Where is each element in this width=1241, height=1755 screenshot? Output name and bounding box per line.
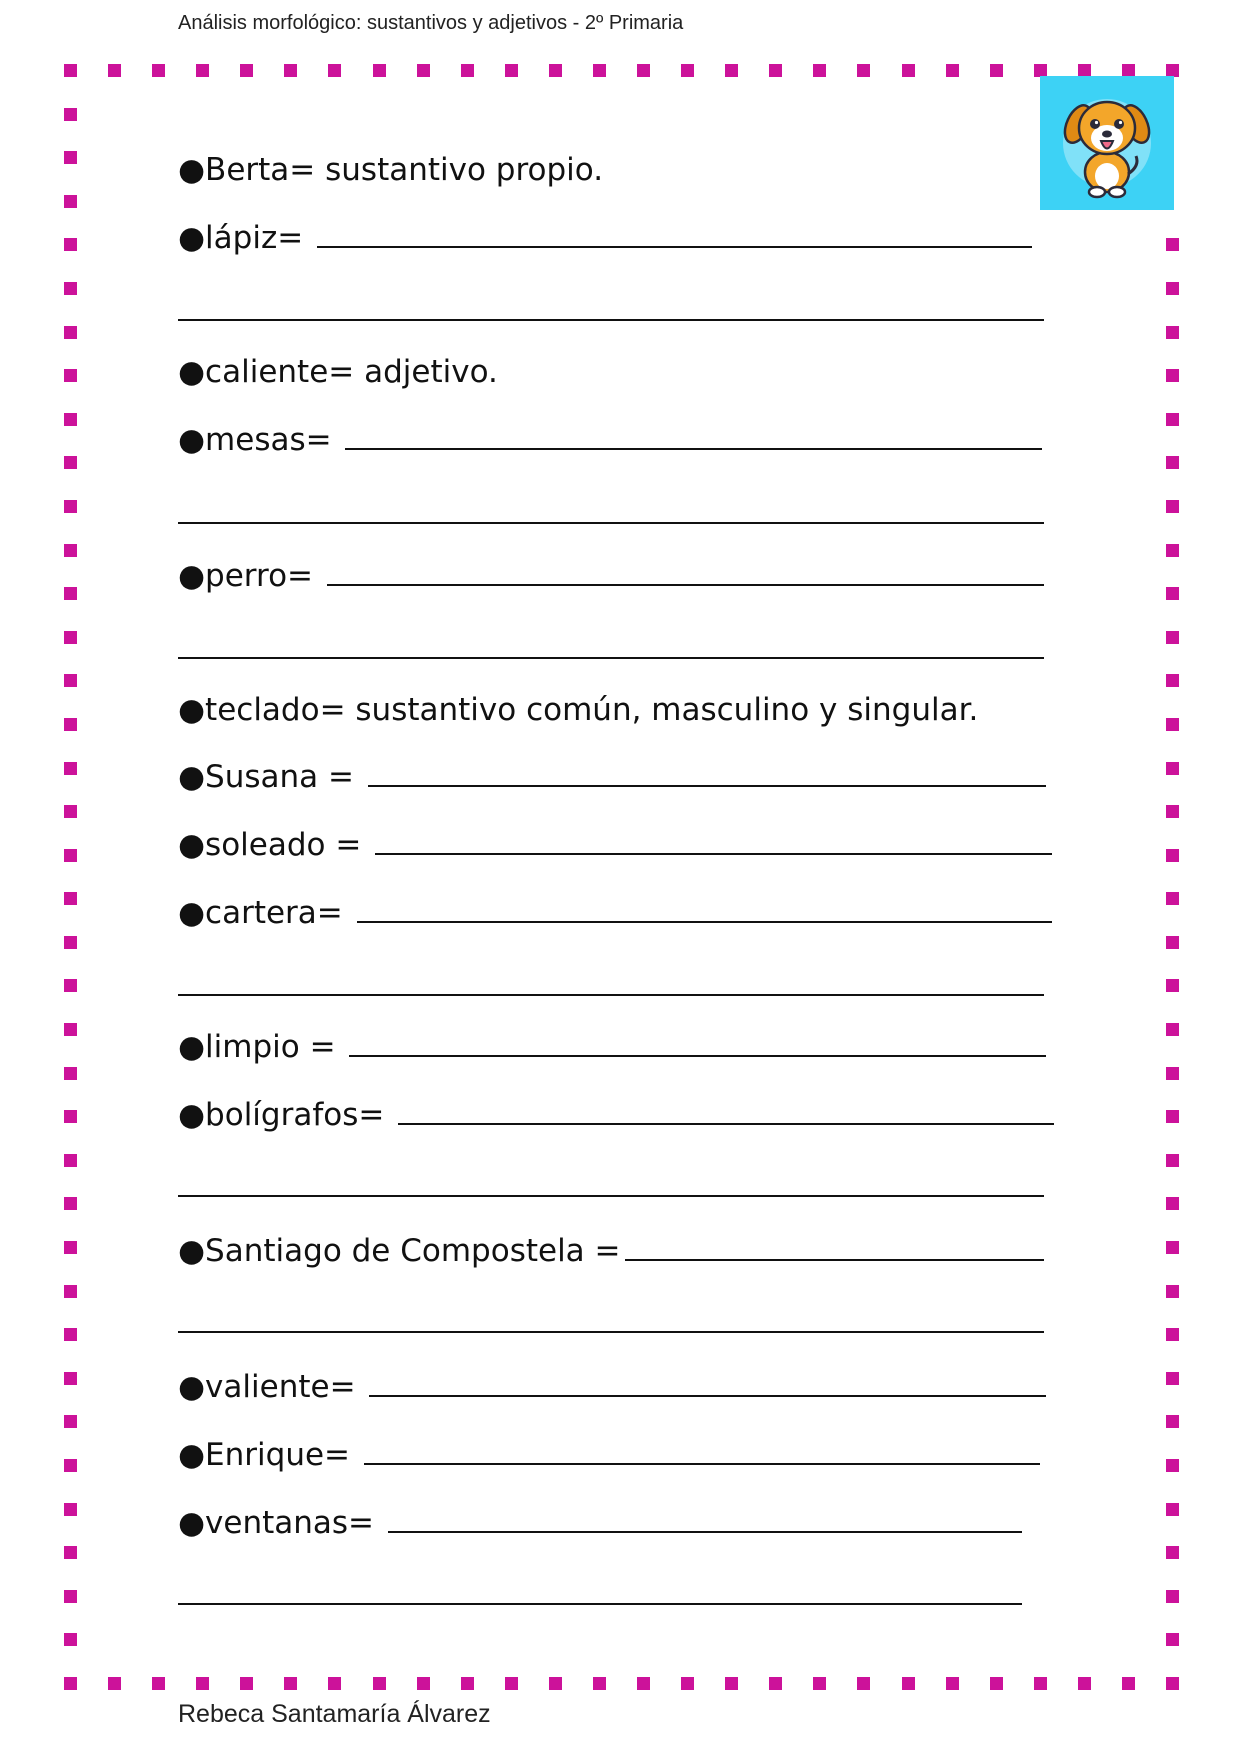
worksheet-item — [178, 150, 603, 190]
border-dot — [64, 151, 77, 164]
border-dot — [549, 1677, 562, 1690]
worksheet-item — [178, 1367, 1046, 1407]
border-dot — [64, 1503, 77, 1516]
border-dot — [64, 849, 77, 862]
border-dot — [64, 500, 77, 513]
worksheet-item — [178, 1027, 1046, 1067]
border-dot — [64, 631, 77, 644]
item-label: ●perro= — [178, 558, 323, 594]
answer-line[interactable] — [317, 246, 1032, 248]
border-dot — [64, 718, 77, 731]
border-dot — [64, 1023, 77, 1036]
border-dot — [64, 195, 77, 208]
answer-line[interactable] — [178, 1331, 1044, 1333]
border-dot — [284, 1677, 297, 1690]
border-dot — [593, 64, 606, 77]
border-dot — [64, 544, 77, 557]
border-dot — [1166, 805, 1179, 818]
border-dot — [1166, 762, 1179, 775]
answer-line[interactable] — [178, 994, 1044, 996]
worksheet-item — [178, 1231, 1044, 1271]
border-dot — [461, 1677, 474, 1690]
border-dot — [64, 1110, 77, 1123]
answer-line[interactable] — [357, 921, 1052, 923]
answer-line[interactable] — [364, 1463, 1040, 1465]
border-dot — [769, 1677, 782, 1690]
border-dot — [1166, 1546, 1179, 1559]
border-dot — [328, 64, 341, 77]
border-dot — [1166, 326, 1179, 339]
border-dot — [1166, 1154, 1179, 1167]
border-dot — [1166, 1023, 1179, 1036]
worksheet-item — [178, 757, 1046, 797]
border-dot — [769, 64, 782, 77]
item-label: ●ventanas= — [178, 1505, 384, 1541]
border-dot — [1166, 1110, 1179, 1123]
border-dot — [902, 64, 915, 77]
dog-illustration — [1040, 76, 1174, 210]
border-dot — [1166, 1372, 1179, 1385]
border-dot — [1166, 1285, 1179, 1298]
item-label: ●soleado = — [178, 827, 372, 863]
border-dot — [64, 1372, 77, 1385]
border-dot — [813, 1677, 826, 1690]
item-label: ●cartera= — [178, 895, 353, 931]
border-dot — [505, 64, 518, 77]
border-dot — [461, 64, 474, 77]
worksheet-item — [178, 1435, 1040, 1475]
border-dot — [1166, 1067, 1179, 1080]
border-dot — [64, 1590, 77, 1603]
item-label: ●limpio = — [178, 1029, 346, 1065]
item-label: ●teclado= sustantivo común, masculino y singular. — [178, 692, 979, 728]
border-dot — [1166, 282, 1179, 295]
border-dot — [1166, 631, 1179, 644]
border-dot — [152, 64, 165, 77]
border-dot — [373, 64, 386, 77]
worksheet-item — [178, 825, 1052, 865]
border-dot — [64, 1285, 77, 1298]
border-dot — [1166, 456, 1179, 469]
answer-line[interactable] — [625, 1259, 1044, 1261]
border-dot — [64, 282, 77, 295]
border-dot — [64, 1067, 77, 1080]
border-dot — [946, 1677, 959, 1690]
border-dot — [505, 1677, 518, 1690]
border-dot — [1166, 1328, 1179, 1341]
border-dot — [417, 64, 430, 77]
dog-icon — [1040, 76, 1174, 210]
border-dot — [64, 1154, 77, 1167]
border-dot — [64, 369, 77, 382]
border-dot — [108, 1677, 121, 1690]
border-dot — [1166, 1590, 1179, 1603]
worksheet-item — [178, 352, 498, 392]
border-dot — [1166, 1241, 1179, 1254]
border-dot — [637, 64, 650, 77]
page-header: Análisis morfológico: sustantivos y adjetivos - 2º Primaria — [178, 12, 684, 34]
border-dot — [681, 64, 694, 77]
border-dot — [1122, 1677, 1135, 1690]
border-dot — [1166, 1415, 1179, 1428]
border-dot — [64, 892, 77, 905]
item-label: ●caliente= adjetivo. — [178, 354, 498, 390]
worksheet-item — [178, 1095, 1054, 1135]
item-label: ●Santiago de Compostela = — [178, 1233, 621, 1269]
answer-line[interactable] — [178, 1195, 1044, 1197]
border-dot — [857, 64, 870, 77]
border-dot — [64, 805, 77, 818]
answer-line[interactable] — [327, 584, 1044, 586]
border-dot — [1166, 500, 1179, 513]
border-dot — [152, 1677, 165, 1690]
border-dot — [1166, 849, 1179, 862]
border-dot — [637, 1677, 650, 1690]
border-dot — [196, 1677, 209, 1690]
border-dot — [64, 64, 77, 77]
border-dot — [990, 64, 1003, 77]
answer-line[interactable] — [178, 319, 1044, 321]
border-dot — [813, 64, 826, 77]
border-dot — [1166, 369, 1179, 382]
worksheet-item — [178, 690, 978, 730]
border-dot — [64, 936, 77, 949]
border-dot — [593, 1677, 606, 1690]
border-dot — [1166, 1503, 1179, 1516]
item-label: ●Susana = — [178, 759, 364, 795]
border-dot — [1166, 892, 1179, 905]
border-dot — [64, 1677, 77, 1690]
page-footer: Rebeca Santamaría Álvarez — [178, 1700, 491, 1728]
border-dot — [196, 64, 209, 77]
border-dot — [1166, 587, 1179, 600]
border-dot — [1166, 1633, 1179, 1646]
worksheet-item — [178, 218, 1032, 258]
answer-line[interactable] — [369, 1395, 1046, 1397]
border-dot — [1166, 413, 1179, 426]
answer-line[interactable] — [349, 1055, 1046, 1057]
border-dot — [64, 238, 77, 251]
answer-line[interactable] — [375, 853, 1052, 855]
border-dot — [1166, 979, 1179, 992]
answer-line[interactable] — [398, 1123, 1054, 1125]
border-dot — [64, 1459, 77, 1472]
border-dot — [1166, 1677, 1179, 1690]
worksheet-item — [178, 1503, 1022, 1543]
item-label: ●mesas= — [178, 422, 342, 458]
worksheet-item — [178, 420, 1042, 460]
border-dot — [64, 1197, 77, 1210]
item-label: ●Berta= sustantivo propio. — [178, 152, 604, 188]
worksheet-item — [178, 556, 1044, 596]
border-dot — [64, 1241, 77, 1254]
border-dot — [1166, 238, 1179, 251]
border-dot — [1166, 718, 1179, 731]
answer-line[interactable] — [388, 1531, 1022, 1533]
border-dot — [1078, 1677, 1091, 1690]
border-dot — [373, 1677, 386, 1690]
border-dot — [725, 1677, 738, 1690]
border-dot — [1034, 1677, 1047, 1690]
border-dot — [681, 1677, 694, 1690]
border-dot — [64, 1415, 77, 1428]
answer-line[interactable] — [368, 785, 1046, 787]
answer-line[interactable] — [178, 1603, 1022, 1605]
border-dot — [725, 64, 738, 77]
border-dot — [902, 1677, 915, 1690]
item-label: ●bolígrafos= — [178, 1097, 395, 1133]
item-label: ●valiente= — [178, 1369, 366, 1405]
border-dot — [1166, 1197, 1179, 1210]
item-label: ●Enrique= — [178, 1437, 360, 1473]
border-dot — [240, 1677, 253, 1690]
border-dot — [1166, 544, 1179, 557]
border-dot — [549, 64, 562, 77]
border-dot — [328, 1677, 341, 1690]
border-dot — [946, 64, 959, 77]
border-dot — [64, 587, 77, 600]
border-dot — [1166, 936, 1179, 949]
border-dot — [64, 1328, 77, 1341]
border-dot — [64, 979, 77, 992]
border-dot — [1166, 1459, 1179, 1472]
border-dot — [108, 64, 121, 77]
border-dot — [857, 1677, 870, 1690]
border-dot — [1166, 674, 1179, 687]
answer-line[interactable] — [345, 448, 1042, 450]
answer-line[interactable] — [178, 522, 1044, 524]
border-dot — [64, 456, 77, 469]
border-dot — [284, 64, 297, 77]
border-dot — [64, 674, 77, 687]
border-dot — [240, 64, 253, 77]
border-dot — [64, 1633, 77, 1646]
border-dot — [64, 1546, 77, 1559]
item-label: ●lápiz= — [178, 220, 314, 256]
border-dot — [990, 1677, 1003, 1690]
border-dot — [64, 108, 77, 121]
border-dot — [417, 1677, 430, 1690]
border-dot — [64, 762, 77, 775]
worksheet-item — [178, 893, 1052, 933]
border-dot — [64, 326, 77, 339]
border-dot — [64, 413, 77, 426]
answer-line[interactable] — [178, 657, 1044, 659]
